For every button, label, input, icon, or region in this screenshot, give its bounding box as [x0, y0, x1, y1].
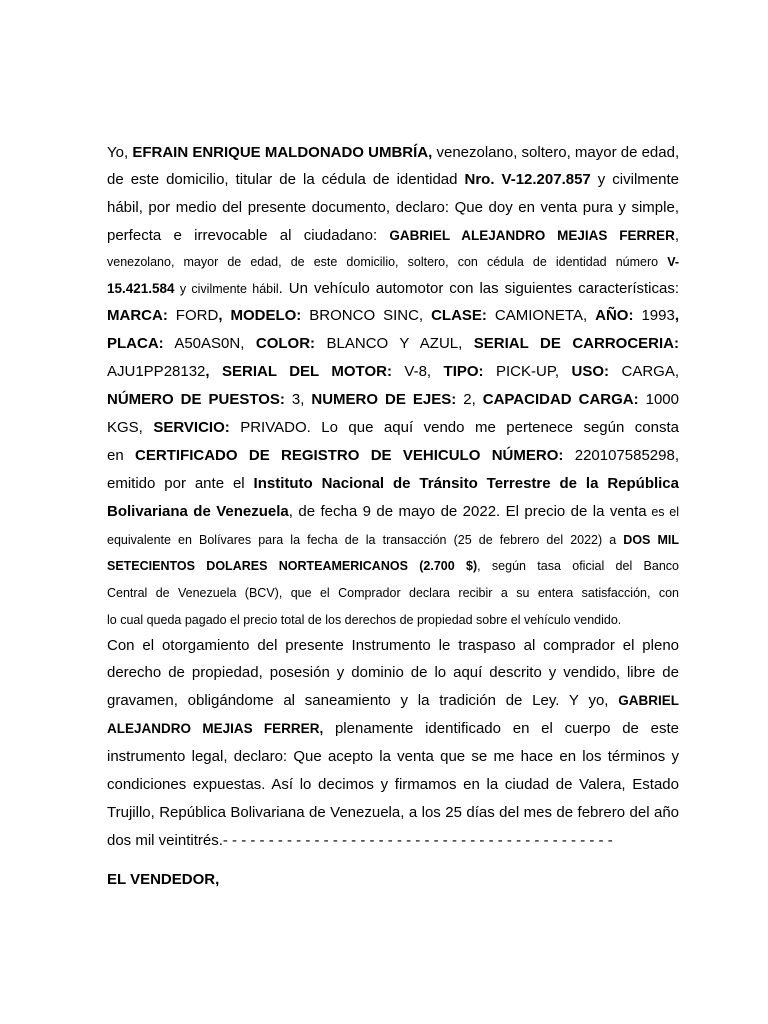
line-text: Trujillo, República Bolivariana de Venezuela, a los 25 días del mes de febrero del año	[107, 804, 679, 821]
line-text: es el	[646, 505, 679, 519]
text-line	[107, 720, 679, 738]
separator: ,	[674, 307, 679, 324]
text-line	[107, 419, 679, 437]
field-label: MARCA:	[107, 307, 168, 324]
text-line	[107, 557, 679, 575]
line-text: instrumento legal, declaro: Que acepto la venta que se me hace en los términos y	[107, 748, 679, 765]
text-line	[107, 832, 679, 850]
buyer-name: GABRIEL ALEJANDRO MEJIAS FERRER	[389, 228, 675, 243]
line-text: Yo,	[107, 144, 133, 161]
field-label: NÚMERO DE PUESTOS:	[107, 391, 285, 408]
text-line	[107, 748, 679, 766]
line-text: hábil, por medio del presente documento, declaro: Que doy en venta pura y simple,	[107, 199, 679, 216]
text-line	[107, 692, 679, 710]
buyer-id-number: 15.421.584	[107, 281, 175, 296]
line-text: emitido por ante el	[107, 475, 254, 492]
line-text: en	[107, 447, 136, 464]
field-value: V-8,	[391, 363, 444, 380]
line-text: , de fecha 9 de mayo de 2022. El precio de la venta	[288, 503, 647, 520]
field-value: 3,	[284, 391, 312, 408]
field-label: COLOR:	[255, 335, 316, 352]
text-line	[107, 363, 679, 381]
certificate-number: 220107585298,	[563, 447, 680, 464]
line-text: ,	[674, 227, 679, 244]
field-value: 1000	[638, 391, 679, 408]
institute-name: Instituto Nacional de Tránsito Terrestre de la República	[253, 475, 679, 492]
field-label: USO:	[571, 363, 610, 380]
field-value: BLANCO Y AZUL,	[315, 335, 474, 352]
text-line	[107, 776, 679, 794]
text-line	[107, 584, 679, 602]
field-label: TIPO:	[443, 363, 484, 380]
field-value: 2,	[456, 391, 483, 408]
signature-label-text: EL VENDEDOR,	[107, 871, 220, 888]
line-text: , según tasa oficial del Banco	[477, 559, 679, 573]
line-text: Con el otorgamiento del presente Instrumento le traspaso al comprador el pleno	[107, 637, 679, 654]
line-text: de este domicilio, titular de la cédula de identidad	[107, 171, 465, 188]
line-text: . Lo que aquí vendo me pertenece según consta	[306, 419, 679, 436]
text-line	[107, 503, 679, 521]
line-text: equivalente en Bolívares para la fecha de la transacción (25 de febrero del 2022) a	[107, 533, 624, 547]
text-line	[107, 335, 679, 353]
text-line	[107, 199, 679, 217]
text-line	[107, 531, 679, 549]
line-text: . Un vehículo automotor con las siguientes características:	[278, 280, 679, 297]
field-value: BRONCO SINC,	[301, 307, 432, 324]
text-line	[107, 253, 679, 271]
text-line	[107, 280, 679, 298]
line-text: venezolano, mayor de edad, de este domicilio, soltero, con cédula de identidad número	[107, 255, 668, 269]
field-label: CAPACIDAD CARGA:	[482, 391, 639, 408]
separator: ,	[205, 363, 223, 380]
field-label: SERVICIO:	[153, 419, 230, 436]
field-label: CLASE:	[431, 307, 487, 324]
field-label: MODELO:	[230, 307, 302, 324]
field-value: AJU1PP28132	[107, 363, 206, 380]
field-label: SERIAL DEL MOTOR:	[222, 363, 392, 380]
field-label: PLACA:	[107, 335, 164, 352]
text-line	[107, 611, 679, 629]
field-value: CARGA,	[609, 363, 679, 380]
buyer-id-prefix: V-	[667, 255, 679, 269]
field-value: CAMIONETA,	[486, 307, 596, 324]
signature-label	[107, 871, 679, 889]
text-line	[107, 391, 679, 409]
dash-filler: - - - - - - - - - - - - - - - - - - - - - - - - - - - - - - - - - - - - - - - - - - -	[222, 832, 613, 849]
text-line	[107, 804, 679, 822]
field-value: A50AS0N,	[163, 335, 256, 352]
line-text: venezolano, soltero, mayor de edad,	[432, 144, 680, 161]
text-line	[107, 475, 679, 493]
field-value: PRIVADO	[229, 419, 307, 436]
field-value: KGS,	[107, 419, 154, 436]
line-text: perfecta e irrevocable al ciudadano:	[107, 227, 390, 244]
text-line	[107, 307, 679, 325]
certificate-label: CERTIFICADO DE REGISTRO DE VEHICULO NÚMERO:	[135, 447, 564, 464]
field-value: FORD	[167, 307, 219, 324]
field-label: NUMERO DE EJES:	[311, 391, 457, 408]
field-label: SERIAL DE CARROCERIA:	[473, 335, 679, 352]
seller-id-number: Nro. V-12.207.857	[464, 171, 591, 188]
line-text: Central de Venezuela (BCV), que el Comprador declara recibir a su entera satisfacción, con	[107, 586, 679, 600]
line-text: gravamen, obligándome al saneamiento y la tradición de Ley. Y yo,	[107, 692, 619, 709]
text-line	[107, 144, 679, 162]
institute-name: Bolivariana de Venezuela	[107, 503, 289, 520]
line-text: y civilmente hábil	[174, 282, 279, 296]
text-line	[107, 447, 679, 465]
field-value: PICK-UP,	[483, 363, 572, 380]
text-line	[107, 171, 679, 189]
line-text: condiciones expuestas. Así lo decimos y firmamos en la ciudad de Valera, Estado	[107, 776, 679, 793]
text-line	[107, 227, 679, 245]
buyer-name: GABRIEL	[618, 693, 679, 708]
seller-name: EFRAIN ENRIQUE MALDONADO UMBRÍA,	[132, 144, 433, 161]
price-amount: DOS MIL	[623, 533, 679, 547]
field-value: 1993	[633, 307, 675, 324]
price-amount: SETECIENTOS DOLARES NORTEAMERICANOS (2.700 $)	[107, 559, 478, 573]
buyer-name: ALEJANDRO MEJIAS FERRER,	[107, 721, 324, 736]
line-text: plenamente identificado en el cuerpo de este	[323, 720, 679, 737]
text-line	[107, 637, 679, 655]
line-text: derecho de propiedad, posesión y dominio de lo aquí descrito y vendido, libre de	[107, 664, 679, 681]
line-text: y civilmente	[590, 171, 679, 188]
line-text: lo cual queda pagado el precio total de los derechos de propiedad sobre el vehículo vendido.	[107, 613, 622, 627]
line-text: dos mil veintitrés.	[107, 832, 223, 849]
text-line	[107, 664, 679, 682]
separator: ,	[218, 307, 231, 324]
field-label: AÑO:	[595, 307, 634, 324]
